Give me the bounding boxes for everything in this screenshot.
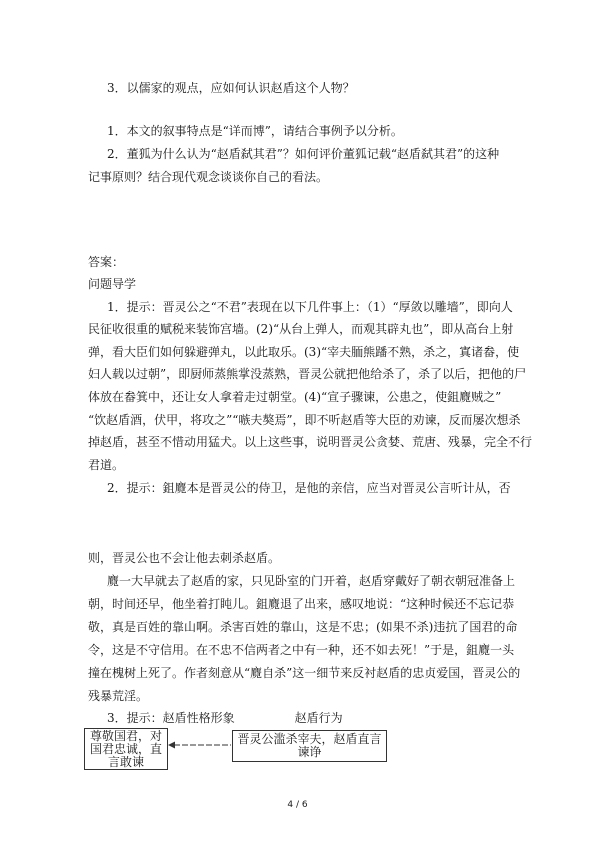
answer-1-line-1: 1．提示：晋灵公之“不君”表现在以下几件事上：（1）“厚敛以雕墙”，即向人 — [107, 300, 513, 314]
answer-1-line-3: 弹，看大臣们如何躲避弹丸，以此取乐。(3)“宰夫胹熊蹯不熟，杀之，寘诸畚，使 — [88, 345, 520, 359]
action-box-line-1: 晋灵公滥杀宰夫，赵盾直言 — [237, 732, 382, 746]
answer-2-cont-line-4: 敬，真是百姓的靠山啊。杀害百姓的靠山，这是不忠；(如果不杀)违抗了国君的命 — [88, 620, 518, 634]
question-3: 3．以儒家的观点，应如何认识赵盾这个人物？ — [107, 81, 355, 95]
answer-2-cont-line-6: 撞在槐树上死了。作者刻意从“麑自杀”这一细节来反衬赵盾的忠贞爱国，晋灵公的 — [88, 666, 521, 680]
section-heading: 问题导学 — [88, 277, 137, 291]
action-box — [232, 730, 387, 762]
answer-1-line-8: 君道。 — [88, 458, 125, 472]
answer-2-cont-line-2: 麑一大早就去了赵盾的家，只见卧室的门开着，赵盾穿戴好了朝衣朝冠准备上 — [107, 574, 516, 588]
trait-box-line-1: 尊敬国君，对 — [89, 729, 162, 743]
exercise-1: 1．本文的叙事特点是“详而博”，请结合事例予以分析。 — [107, 124, 403, 138]
answer-3-line: 3．提示：赵盾性格形象 赵盾行为 — [107, 711, 343, 725]
trait-box-line-2: 国君忠诚，直 — [89, 742, 162, 756]
action-box-line-2: 谏诤 — [297, 745, 322, 759]
exercise-2-line-1: 2．董狐为什么认为“赵盾弑其君”？如何评价董狐记载“赵盾弑其君”的这种 — [107, 147, 500, 161]
answer-1-line-4: 妇人载以过朝”，即厨师蒸熊掌没蒸熟，晋灵公就把他给杀了，杀了以后，把他的尸 — [88, 367, 527, 381]
answer-2-cont-line-1: 则，晋灵公也不会让他去刺杀赵盾。 — [88, 551, 281, 565]
answer-1-line-5: 体放在畚箕中，还让女人拿着走过朝堂。(4)“宣子骤谏，公患之，使鉏麑贼之” — [88, 390, 502, 404]
answer-2-cont-line-5: 令，这是不守信用。在不忠不信两者之中有一种，还不如去死！”于是，鉏麑一头 — [88, 643, 515, 657]
answer-2-line-1: 2．提示：鉏麑本是晋灵公的侍卫，是他的亲信，应当对晋灵公言听计从，否 — [107, 481, 511, 495]
trait-box — [84, 728, 168, 770]
answer-1-line-7: 掉赵盾，甚至不惜动用猛犬。以上这些事，说明晋灵公贪婪、荒唐、残暴，完全不行 — [88, 435, 533, 449]
answers-heading: 答案： — [88, 255, 125, 269]
answer-1-line-2: 民征收很重的赋税来装饰宫墙。(2)“从台上弹人，而观其辟丸也”，即从高台上射 — [88, 322, 514, 336]
answer-1-line-6: “饮赵盾酒，伏甲，将攻之”“嗾夫獒焉”，即不听赵盾等大臣的劝谏，反而屡次想杀 — [88, 413, 521, 427]
page-number: 4 / 6 — [287, 800, 308, 810]
trait-box-line-3: 言敢谏 — [107, 755, 144, 769]
arrow-left-icon — [168, 739, 232, 751]
exercise-2-line-2: 记事原则？结合现代观念谈谈你自己的看法。 — [88, 170, 329, 184]
answer-2-cont-line-3: 朝，时间还早，他坐着打盹儿。鉏麑退了出来，感叹地说：“这种时候还不忘记恭 — [88, 597, 515, 611]
answer-2-cont-line-7: 残暴荒淫。 — [88, 689, 149, 703]
